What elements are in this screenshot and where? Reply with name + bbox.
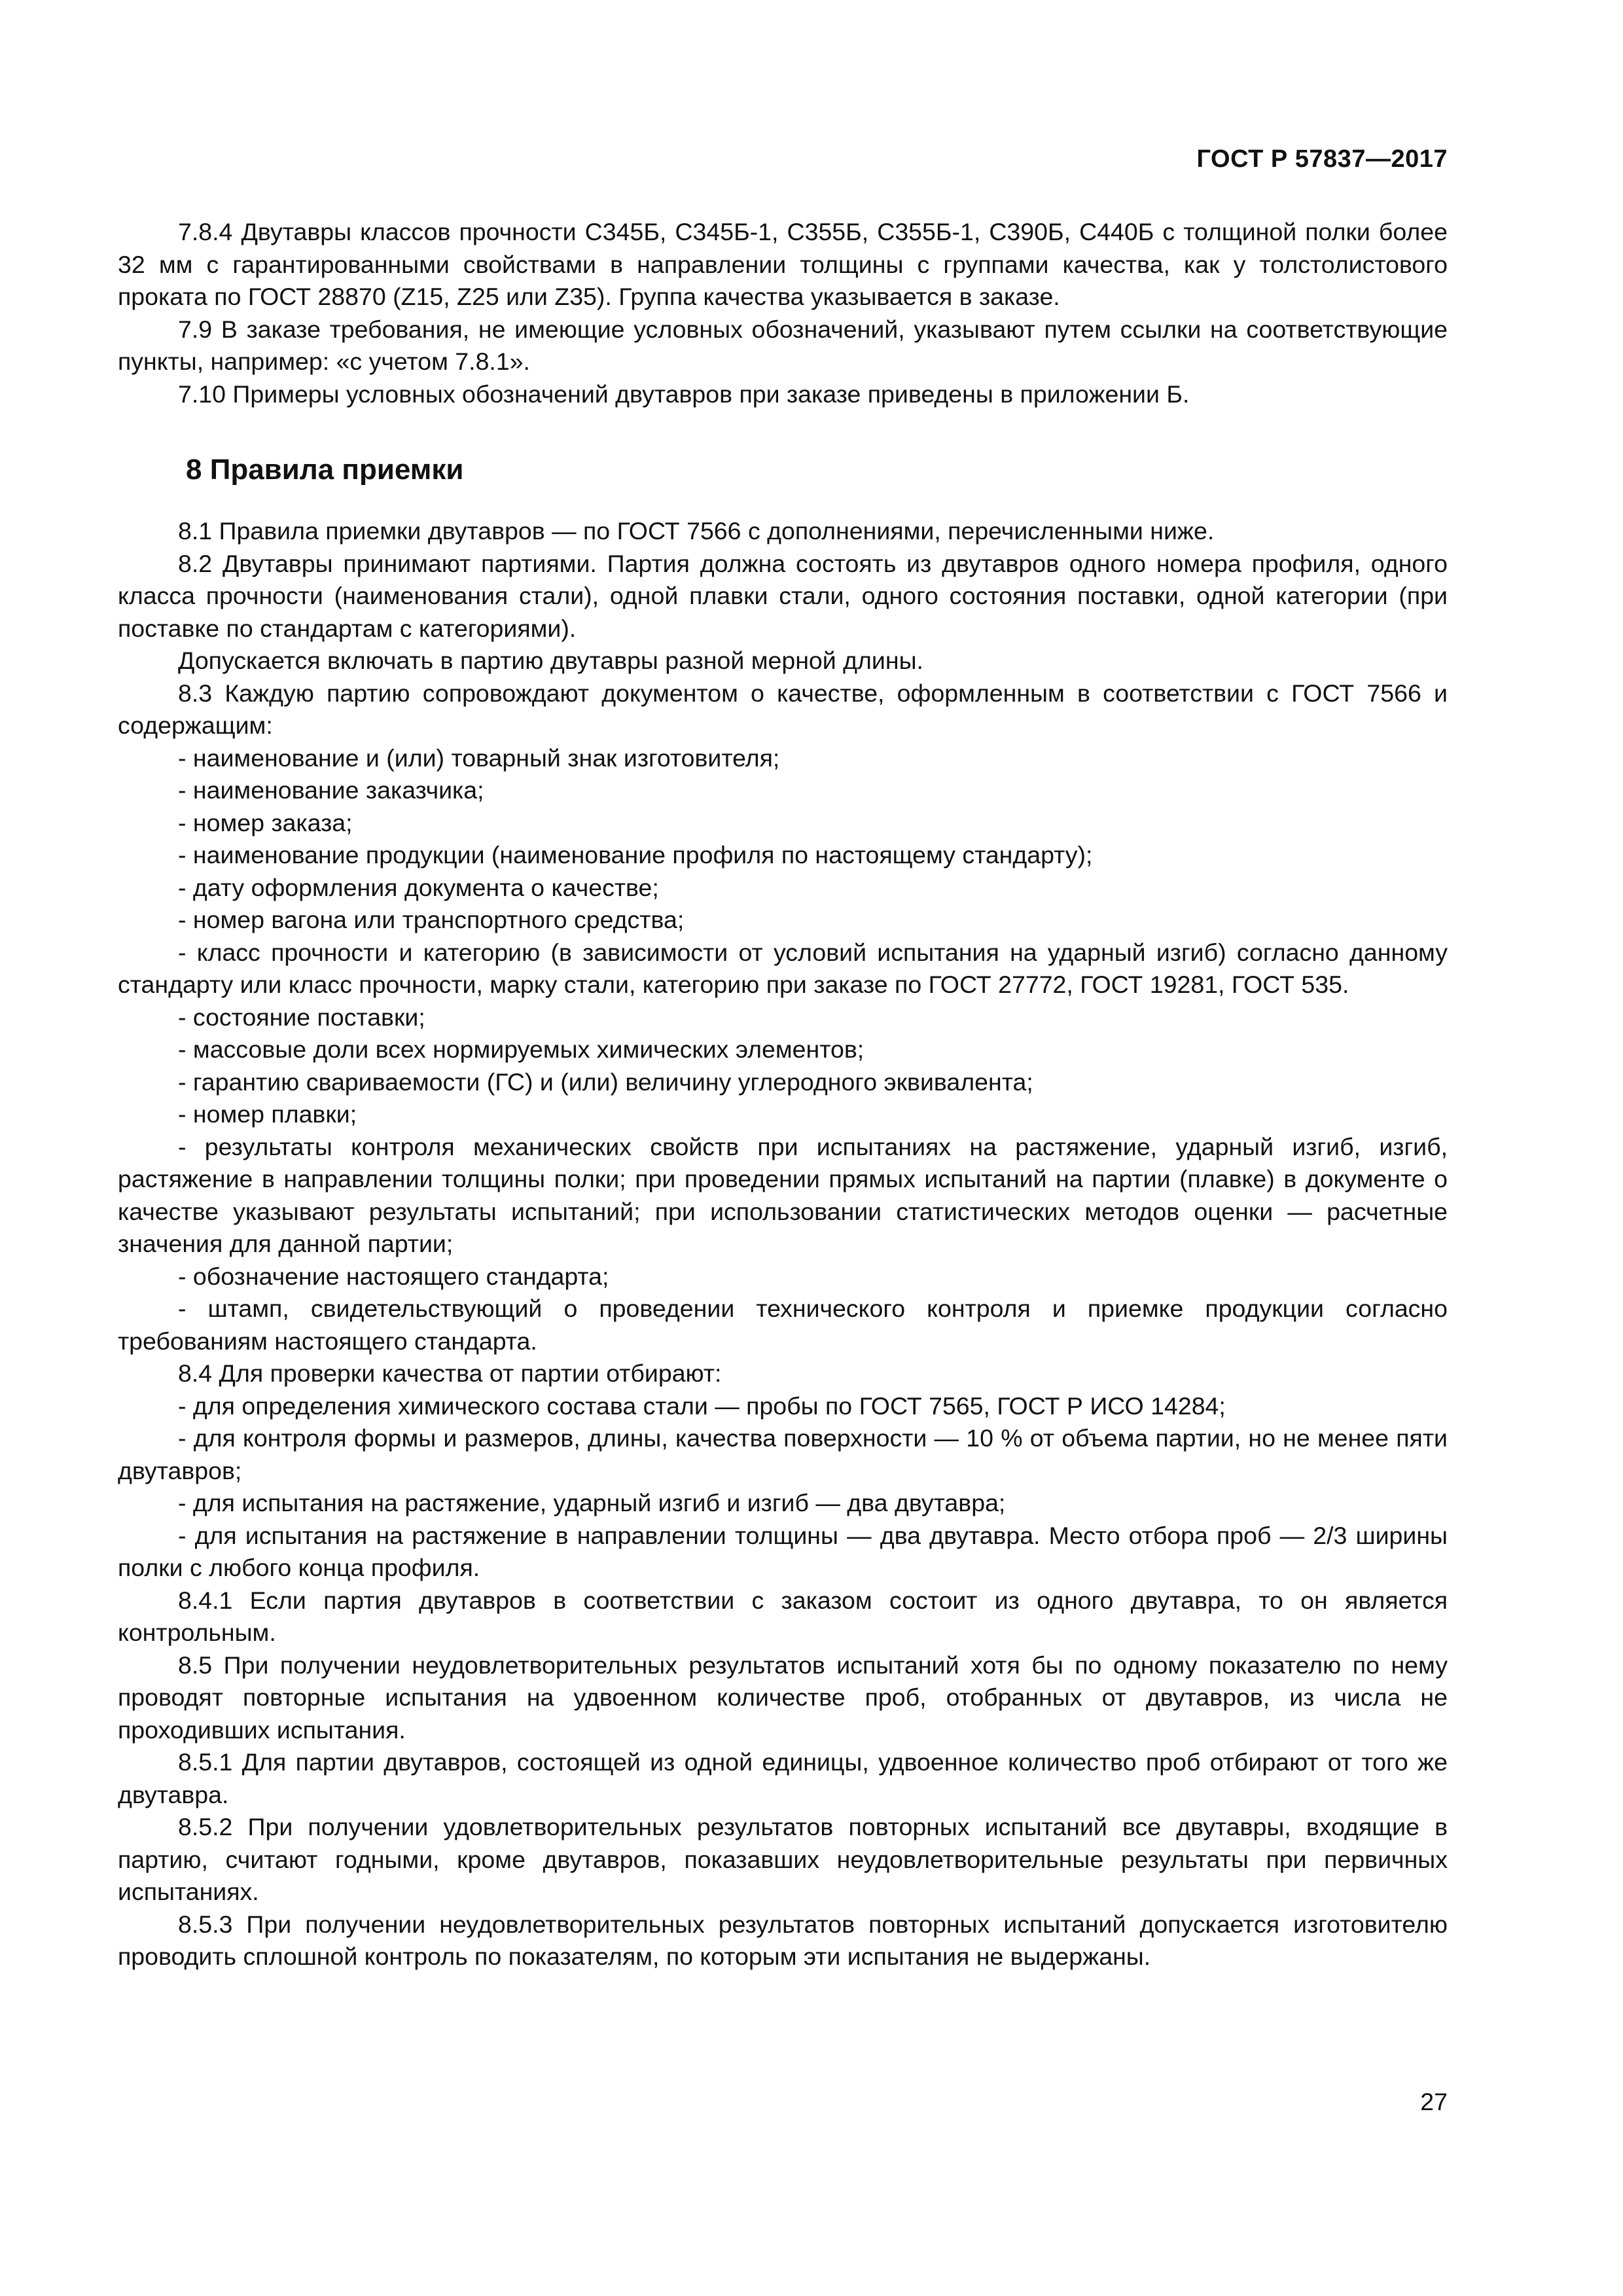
list-item: - для испытания на растяжение в направлении толщины — два двутавра. Место отбора проб — 2/3 ширины полки с любого конца профиля. bbox=[118, 1521, 1448, 1581]
paragraph-7-9: 7.9 В заказе требования, не имеющие условных обозначений, указывают путем ссылки на соответствующие пункты, например: «с учетом 7.8.1». bbox=[118, 315, 1448, 375]
document-body bbox=[118, 216, 1448, 1973]
paragraph-8-2-note: Допускается включать в партию двутавры разной мерной длины. bbox=[178, 647, 923, 674]
list-item: - для определения химического состава стали — пробы по ГОСТ 7565, ГОСТ Р ИСО 14284; bbox=[178, 1391, 1226, 1420]
list-item: - номер вагона или транспортного средства; bbox=[178, 906, 685, 933]
page-number: 27 bbox=[1420, 2088, 1448, 2115]
paragraph-8-3: 8.3 Каждую партию сопровождают документом о качестве, оформленным в соответствии с ГОСТ 7566 и содержащим: bbox=[118, 679, 1448, 739]
list-item: - класс прочности и категорию (в зависимости от условий испытания на ударный изгиб) согласно данному стандарту или класс прочности, марку стали, категорию при заказе по ГОСТ 27772, ГОСТ 19281, ГОСТ 535. bbox=[118, 938, 1448, 998]
list-item: - номер заказа; bbox=[178, 808, 353, 836]
document-code-header: ГОСТ Р 57837—2017 bbox=[1196, 145, 1448, 173]
list-item: - наименование заказчика; bbox=[178, 776, 484, 804]
paragraph-8-5-3: 8.5.3 При получении неудовлетворительных результатов повторных испытаний допускается изготовителю проводить сплошной контроль по показателям, по которым эти испытания не выдержаны. bbox=[118, 1910, 1448, 1970]
list-item: - дату оформления документа о качестве; bbox=[178, 873, 659, 901]
paragraph-8-5-2: 8.5.2 При получении удовлетворительных результатов повторных испытаний все двутавры, входящие в партию, считают годными, кроме двутавров, показавших неудовлетворительные результаты при первичных испытаниях. bbox=[118, 1813, 1448, 1905]
paragraph-8-2: 8.2 Двутавры принимают партиями. Партия должна состоять из двутавров одного номера профиля, одного класса прочности (наименования стали), одной плавки стали, одного состояния поставки, одной категории (при поставке по стандартам с категориями). bbox=[118, 549, 1448, 642]
paragraph-7-8-4: 7.8.4 Двутавры классов прочности С345Б, С345Б-1, С355Б, С355Б-1, С390Б, С440Б с толщиной полки более 32 мм с гарантированными свойствами в направлении толщины с группами качества, как у толстолистового проката по ГОСТ 28870 (Z15, Z25 или Z35). Группа качества указывается в заказе. bbox=[118, 218, 1448, 310]
list-item: - обозначение настоящего стандарта; bbox=[178, 1262, 609, 1290]
section-title: 8 Правила приемки bbox=[186, 454, 464, 486]
list-item: - наименование продукции (наименование профиля по настоящему стандарту); bbox=[178, 841, 1093, 869]
list-item: - массовые доли всех нормируемых химических элементов; bbox=[178, 1035, 865, 1063]
paragraph-8-5: 8.5 При получении неудовлетворительных результатов испытаний хотя бы по одному показателю по нему проводят повторные испытания на удвоенном количестве проб, отобранных от двутавров, из числа не проходивших испытания. bbox=[118, 1651, 1448, 1744]
paragraph-8-4: 8.4 Для проверки качества от партии отбирают: bbox=[178, 1359, 722, 1387]
list-item: - результаты контроля механических свойств при испытаниях на растяжение, ударный изгиб, изгиб, растяжение в направлении толщины полки; при проведении прямых испытаний на партии (плавке) в документе о качестве указывают результаты испытаний; при использовании статистических методов оценки — расчетные значения для данной партии; bbox=[118, 1132, 1448, 1257]
paragraph-7-10: 7.10 Примеры условных обозначений двутавров при заказе приведены в приложении Б. bbox=[178, 380, 1190, 408]
list-item: - для испытания на растяжение, ударный изгиб и изгиб — два двутавра; bbox=[178, 1489, 1006, 1516]
list-item: - гарантию свариваемости (ГС) и (или) величину углеродного эквивалента; bbox=[178, 1067, 1033, 1096]
paragraph-8-5-1: 8.5.1 Для партии двутавров, состоящей из одной единицы, удвоенное количество проб отбирают от того же двутавра. bbox=[118, 1748, 1448, 1808]
list-item: - состояние поставки; bbox=[178, 1003, 425, 1031]
list-item: - для контроля формы и размеров, длины, качества поверхности — 10 % от объема партии, но не менее пяти двутавров; bbox=[118, 1424, 1448, 1484]
list-item: - номер плавки; bbox=[178, 1100, 357, 1128]
list-item: - наименование и (или) товарный знак изготовителя; bbox=[178, 744, 780, 772]
list-item: - штамп, свидетельствующий о проведении технического контроля и приемке продукции согласно требованиям настоящего стандарта. bbox=[118, 1295, 1448, 1355]
paragraph-8-1: 8.1 Правила приемки двутавров — по ГОСТ 7566 с дополнениями, перечисленными ниже. bbox=[178, 517, 1215, 545]
paragraph-8-4-1: 8.4.1 Если партия двутавров в соответствии с заказом состоит из одного двутавра, то он является контрольным. bbox=[118, 1586, 1448, 1646]
